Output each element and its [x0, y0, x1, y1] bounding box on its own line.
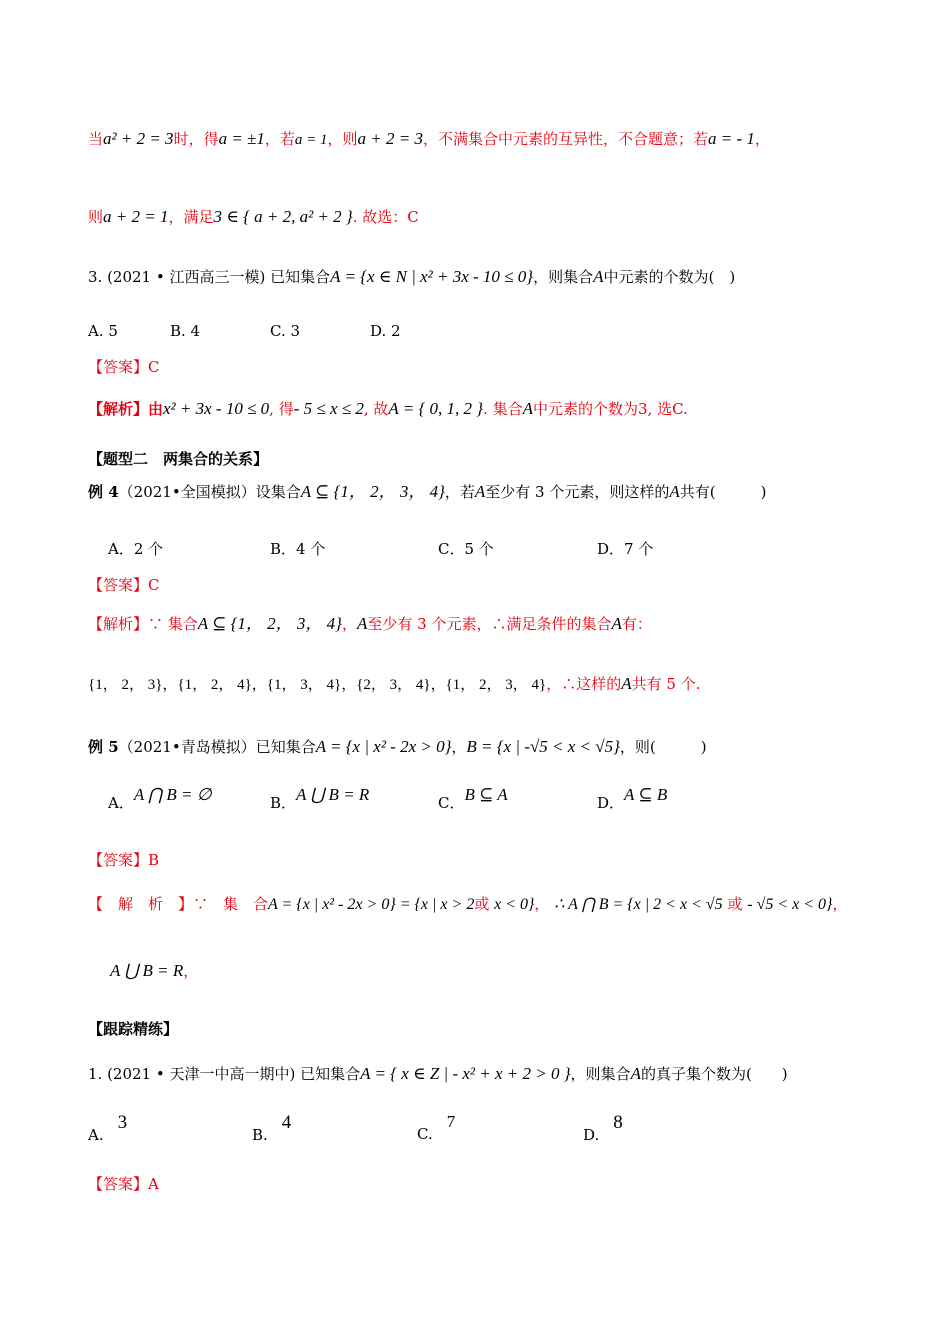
text: 则 — [88, 208, 104, 226]
text: , 故 — [363, 400, 389, 418]
math: a = ±1 — [218, 129, 265, 148]
question-text: 1. (2021 • 天津一中高一期中) 已知集合 — [88, 1065, 361, 1083]
section-heading: 【题型二 两集合的关系】 — [88, 450, 269, 468]
math: A = {x ∈ N | x² + 3x - 10 ≤ 0} — [330, 267, 534, 286]
option-b: B. 4 — [170, 322, 201, 340]
math: a + 2 = 1 — [103, 207, 169, 226]
option-letter: C. — [417, 1125, 433, 1143]
math: 3 ∈ { a + 2, a² + 2 } — [213, 207, 353, 226]
text: 或 — [474, 895, 490, 913]
practice-1 — [88, 1063, 890, 1085]
option-value: 7 — [446, 1112, 456, 1131]
math: a = 1 — [294, 132, 328, 148]
text: ， — [341, 615, 357, 633]
text: , 得 — [269, 400, 294, 418]
text: ，∴这样的 — [546, 675, 622, 693]
text: 【 解 析 】∵ 集 合 — [88, 895, 269, 913]
text: ，不满集合中元素的互异性，不合题意；若 — [423, 130, 709, 148]
option-d — [583, 1112, 623, 1144]
math: a + 2 = 3 — [357, 129, 423, 148]
answer: 【答案】C — [88, 576, 160, 594]
solution-line-2 — [88, 206, 890, 228]
math: A ⋃ B = R — [110, 961, 184, 980]
explanation — [88, 398, 890, 420]
text: . 集合 — [483, 400, 523, 418]
text: ， — [183, 962, 199, 980]
math: A ⊆ B — [624, 785, 668, 804]
solution-line-1 — [88, 128, 890, 151]
example-label: 例 4 — [88, 483, 119, 501]
answer: 【答案】A — [88, 1175, 159, 1193]
text: ， — [534, 895, 550, 913]
example-5 — [88, 736, 890, 758]
option-d: D．7 个 — [597, 540, 654, 558]
option-a — [88, 1112, 128, 1144]
option-a: A. 5 — [88, 322, 118, 340]
option-value: 8 — [613, 1112, 623, 1133]
option-letter: A. — [88, 1126, 104, 1144]
text: （2021•青岛模拟）已知集合 — [118, 738, 316, 756]
math: A — [611, 614, 622, 633]
explanation-cont — [110, 960, 890, 982]
math: A — [669, 482, 680, 501]
text: 【解析】∵ 集合 — [88, 615, 198, 633]
option-b — [270, 785, 370, 813]
text: 时，得 — [173, 130, 219, 148]
text: 中元素的个数为3, 选C. — [532, 400, 688, 418]
text: ，若 — [444, 483, 475, 501]
explanation-sets — [88, 673, 890, 696]
math: A = { x ∈ Z | - x² + x + 2 > 0 } — [360, 1064, 571, 1083]
math: - √5 < x < 0} — [747, 896, 833, 913]
option-a — [108, 785, 212, 813]
math: x < 0} — [494, 896, 535, 913]
option-value: 3 — [117, 1112, 128, 1133]
text: 【解析】由 — [88, 400, 164, 418]
text: . 故选：C — [352, 208, 419, 226]
math: A = {x | x² - 2x > 0} — [315, 737, 452, 756]
option-letter: D． — [597, 794, 625, 812]
math: B ⊆ A — [464, 785, 508, 804]
text: ，则集合 — [570, 1065, 631, 1083]
section-heading: 【跟踪精练】 — [88, 1020, 179, 1038]
text: 的真子集个数为( ) — [640, 1065, 788, 1083]
math: A — [593, 267, 604, 286]
text: 至少有 3 个元素，∴满足条件的集合 — [367, 615, 612, 633]
question-text: 3. (2021 • 江西高三一模) 已知集合 — [88, 268, 331, 286]
option-letter: A． — [108, 794, 134, 812]
option-b: B．4 个 — [270, 540, 326, 558]
question-3 — [88, 266, 890, 288]
text: 当 — [88, 130, 104, 148]
option-d: D. 2 — [370, 322, 401, 340]
text: 共有 5 个. — [631, 675, 701, 693]
option-letter: B． — [270, 794, 297, 812]
option-letter: C． — [438, 794, 465, 812]
math: A — [630, 1064, 641, 1083]
math: {1， 2， 3}，{1， 2， 4}，{1， 3， 4}，{2， 3， 4}，{1， 2， 3， 4} — [88, 677, 547, 693]
math: B = {x | -√5 < x < √5} — [466, 737, 620, 756]
text: 至少有 3 个元素，则这样的 — [485, 483, 670, 501]
answer: 【答案】B — [88, 851, 160, 869]
option-value: 4 — [281, 1112, 292, 1133]
text: ， — [754, 130, 770, 148]
text: ，满足 — [168, 208, 214, 226]
text: ，则 — [327, 130, 358, 148]
math: A — [621, 674, 632, 693]
option-letter: B. — [252, 1126, 268, 1144]
text: （2021•全国模拟）设集合 — [118, 483, 301, 501]
option-c: C．5 个 — [438, 540, 494, 558]
text: ， — [832, 895, 848, 913]
option-a: A．2 个 — [108, 540, 164, 558]
option-c — [438, 785, 508, 813]
text: ，则集合 — [533, 268, 594, 286]
option-b — [252, 1112, 292, 1144]
math: A = { 0, 1, 2 } — [388, 399, 484, 418]
math: - 5 ≤ x ≤ 2 — [293, 399, 364, 418]
math: A — [474, 482, 486, 501]
text: 有： — [621, 615, 652, 633]
option-letter: D. — [583, 1126, 600, 1144]
math: A = {x | x² - 2x > 0} = {x | x > 2 — [268, 896, 475, 913]
math: A ⊆ {1， 2， 3， 4} — [197, 614, 342, 633]
math: A ⋂ B = ∅ — [133, 785, 212, 804]
text: ，若 — [264, 130, 295, 148]
option-c — [417, 1112, 456, 1143]
option-c: C. 3 — [270, 322, 301, 340]
math: a² + 2 = 3 — [103, 129, 174, 148]
text: 共有( ) — [679, 483, 767, 501]
option-d — [597, 785, 668, 813]
explanation — [88, 893, 890, 916]
text: ，则( ) — [619, 738, 707, 756]
example-4 — [88, 481, 890, 503]
math: a = - 1 — [708, 129, 755, 148]
text: 中元素的个数为( ) — [603, 268, 736, 286]
math: A — [522, 399, 533, 418]
example-label: 例 5 — [88, 738, 119, 756]
math: A ⋃ B = R — [296, 785, 370, 804]
text: ， — [451, 738, 467, 756]
text: 或 — [727, 895, 743, 913]
answer: 【答案】C — [88, 358, 160, 376]
math: x² + 3x - 10 ≤ 0 — [163, 399, 270, 418]
math: A ⊆ {1， 2， 3， 4} — [300, 482, 445, 501]
explanation — [88, 613, 890, 635]
math: ∴ A ⋂ B = {x | 2 < x < √5 — [554, 896, 723, 913]
math: A — [356, 614, 368, 633]
